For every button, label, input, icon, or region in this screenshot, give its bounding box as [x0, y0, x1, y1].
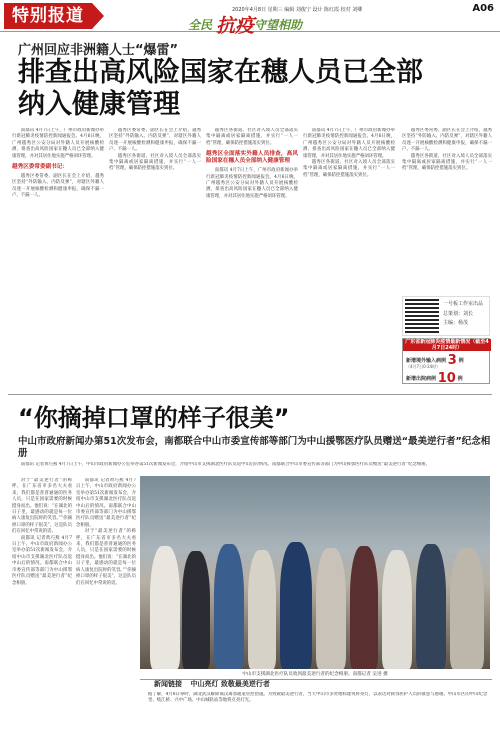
news-link-label: 新闻链接 — [154, 680, 182, 688]
qr-line: 总策划：刘长 — [443, 311, 474, 317]
story2-lead-text: 南都讯 记者黄巧燕 4月7日上午，中山市政府新闻办公室举办第51次新闻发布会，介绍中山市支援湖北医疗队员返中山后的情况。南都联合中山市委宣传部等部门为中山援鄂医疗队员赠送“最美逆行者”纪念相册。 — [20, 462, 431, 467]
qr-line: 主编：杨茂 — [443, 320, 469, 326]
story1-paragraph: 南都讯 4月7日上午，广州市政府新闻办举行新冠肺炎疫情防控新闻通报会。4月6日晚，广州越秀区公安分局对外籍人员开展核酸检测，排查出高风险国家在穗人员已全部纳入健康管理，并对其居住地实施严格闭环管理。 — [303, 128, 395, 159]
story1-subhead: 越秀区委常委副书记： — [12, 164, 68, 171]
story2-subhead: 中山市政府新闻办第51次发布会，南都联合中山市委宣传部等部门为中山援鄂医疗队员赠送“最美逆行者”纪念相册 — [18, 436, 491, 459]
banner-right: 守望相助 — [254, 18, 303, 32]
page-number: A06 — [472, 3, 494, 14]
stats-title: 广东省新冠肺炎疫情最新情况（截至4月7日24时） — [403, 339, 491, 351]
qr-credit-box — [402, 296, 490, 336]
stats-note: （4月7日0-24时） — [406, 364, 441, 369]
story1-paragraph: 越秀区各街道、社区对入境人员全部落实集中隔离或居家隔离措施，并实行“一人一档”管理，确保防控措施落实到位。 — [402, 153, 492, 172]
story1-paragraph: 越秀区委常委、副区长在会上介绍，越秀区坚持“外防输入、内防反弹”，对辖区外籍人员逐一开展核酸检测和健康申报，确保不漏一户、不漏一人。 — [109, 128, 201, 153]
story2-lead — [12, 462, 492, 474]
story1-column-3 — [206, 128, 298, 394]
story1-paragraph: 南都讯 4月7日上午，广州市政府新闻办举行新冠肺炎疫情防控新闻通报会。4月6日晚，广州越秀区公安分局对外籍人员开展核酸检测，排查出高风险国家在穗人员已全部纳入健康管理，并对其居住地实施严格闭环管理。 — [12, 128, 104, 159]
story1-paragraph: 越秀区委常委、副区长在会上介绍，越秀区坚持“外防输入、内防反弹”，对辖区外籍人员逐一开展核酸检测和健康申报，确保不漏一户、不漏一人。 — [402, 128, 492, 153]
stats-unit: 例 — [457, 376, 463, 382]
story2-column-1 — [12, 478, 72, 748]
story2-paragraph: 南都讯 记者黄巧燕 4月7日上午，中山市政府新闻办公室举办第51次新闻发布会，介绍中山市支援湖北医疗队员返中山后的情况。南都联合中山市委宣传部等部门为中山援鄂医疗队员赠送“最美逆行者”纪念相册。 — [12, 535, 72, 586]
news-link-paragraph: 据了解，4月8日零时，湖北武汉解除离汉离鄂通道管控措施。为致敬最美逆行者，当天中山市多处地标建筑将亮灯，以表达对援鄂医护人员的敬意与感谢。中山市区的中山纪念堂、岐江桥、兴中广场、中山城轨站等地将点亮灯光。 — [148, 692, 488, 704]
story1-subhead: 越秀区全面落实外籍人员排查，高风险国家在穗人员全部纳入健康管理 — [206, 151, 298, 165]
masthead-info: 2020年4月8日 星期三 编辑 刘俊宁 设计 陈红霞 校对 刘卿 — [232, 7, 363, 13]
story1-paragraph: 越秀区各街道、社区对入境人员全部落实集中隔离或居家隔离措施，并实行“一人一档”管理，确保防控措施落实到位。 — [303, 160, 395, 178]
team-photo — [140, 476, 490, 669]
photo-caption: 中山市支援湖北医疗队员收到最美逆行者的纪念相册。南都记者 吴进 摄 — [242, 672, 388, 677]
qr-line: 一号板工作室出品 — [443, 301, 484, 307]
page-header — [0, 0, 500, 37]
story2-paragraph: 南都讯 记者黄巧燕 4月7日上午，中山市政府新闻办公室举办第51次新闻发布会，介绍中山市支援湖北医疗队员返中山后的情况。南都联合中山市委宣传部等部门为中山援鄂医疗队员赠送“最美逆行者”纪念相册。 — [76, 478, 136, 528]
stats-number: 3 — [447, 353, 457, 368]
stats-row-discharged — [406, 371, 463, 386]
story1-paragraph: 越秀区各街道、社区对入境人员全部落实集中隔离或居家隔离措施，并实行“一人一档”管理，确保防控措施落实到位。 — [206, 128, 298, 146]
story1-kicker: 广州回应非洲籍人士“爆雷” — [18, 43, 179, 58]
news-link-subtitle: 中山亮灯 致敬最美逆行者 — [190, 680, 270, 688]
story1-headline: 排查出高风险国家在穗人员已全部纳入健康管理 — [18, 57, 423, 120]
story2-headline: “你摘掉口罩的样子很美” — [18, 404, 290, 432]
stats-label: 新增境外输入病例 — [406, 358, 447, 364]
story1-paragraph: 越秀区各街道、社区对入境人员全部落实集中隔离或居家隔离措施，并实行“一人一档”管理，确保防控措施落实到位。 — [109, 153, 201, 172]
story2-paragraph: 对于“最美逆行者”的称呼，在广东省市多名大夫看来，我们都是普普通通的医务人员，只是在国家需要的时候挺身而出。他们说：“在湖北的日子里，最感动的就是每一位病人康复出院时的笑容。”“你摘掉口罩的样子很美”，这是队员们在回忆中常说的话。 — [12, 478, 72, 535]
section-stamp: 特别报道 — [4, 3, 92, 29]
story1-column-2 — [109, 128, 201, 394]
story1-paragraph: 南都讯 4月7日上午，广州市政府新闻办举行新冠肺炎疫情防控新闻通报会。4月6日晚，广州越秀区公安分局对外籍人员开展核酸检测，排查出高风险国家在穗人员已全部纳入健康管理，并对其居住地实施严格闭环管理。 — [206, 168, 298, 199]
news-link-body — [148, 692, 494, 750]
stats-number: 10 — [437, 371, 456, 386]
column-banner — [188, 14, 308, 37]
story1-paragraph: 越秀区委常委、副区长在会上介绍，越秀区坚持“外防输入、内防反弹”，对辖区外籍人员逐一开展核酸检测和健康申报，确保不漏一户、不漏一人。 — [12, 174, 104, 199]
news-link-title — [148, 679, 270, 689]
story1-column-5 — [402, 128, 492, 293]
qr-code-icon — [405, 299, 439, 333]
banner-center: 抗疫 — [216, 15, 255, 37]
story2-column-2 — [76, 478, 136, 748]
section-divider — [8, 394, 492, 395]
story2-paragraph: 对于“最美逆行者”的称呼，在广东省市多名大夫看来，我们都是普普通通的医务人员，只是在国家需要的时候挺身而出。他们说：“在湖北的日子里，最感动的就是每一位病人康复出院时的笑容。”“你摘掉口罩的样子很美”，这是队员们在回忆中常说的话。 — [76, 529, 136, 586]
covid-stats-box — [402, 338, 490, 384]
story1-column-4 — [303, 128, 395, 394]
stats-label: 新增出院病例 — [406, 376, 437, 382]
story1-column-1 — [12, 128, 104, 394]
stats-unit: 例 — [458, 358, 464, 364]
banner-left: 全民 — [188, 18, 213, 32]
